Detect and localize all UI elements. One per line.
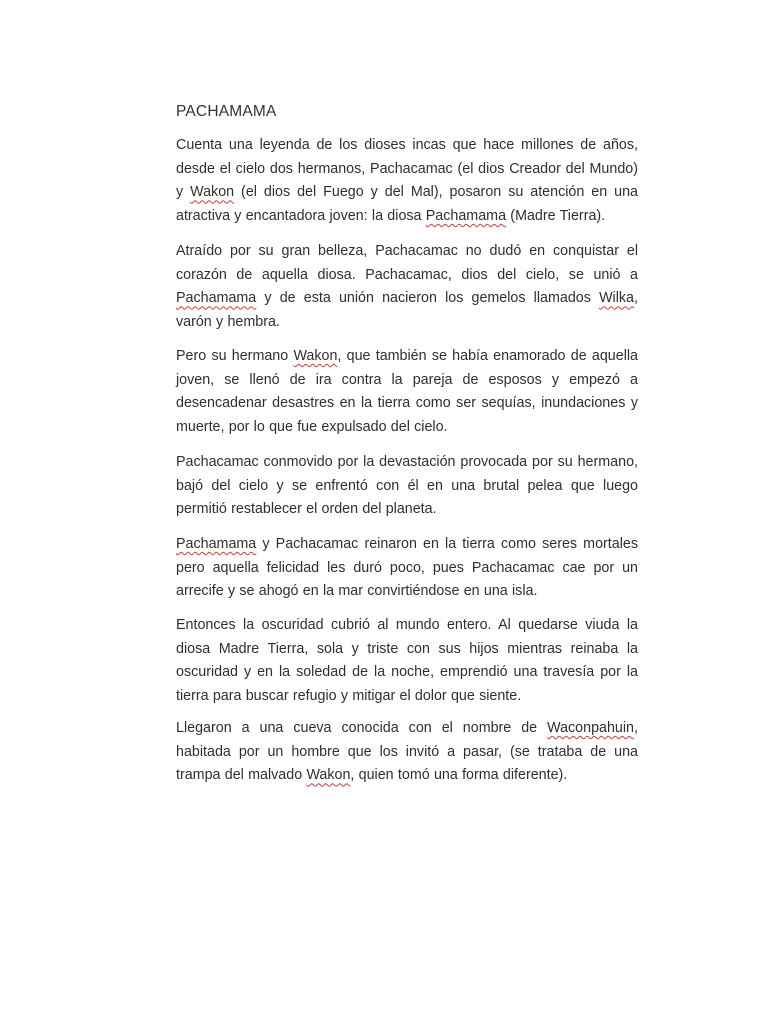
text-run: , que también se había enamorado de aquella joven, se llenó de ira contra la pareja de esposos y empezó a desencadenar desastres en la tierra como ser sequías, inundaciones y muerte, por lo que fue expulsado del cielo.: [176, 348, 639, 436]
misspelled-word: Wakon: [306, 767, 351, 784]
document-title: PACHAMAMA: [176, 103, 277, 120]
text-run: (el dios del Fuego y del Mal), posaron su atención en una atractiva y encantadora joven: la diosa: [176, 184, 639, 225]
misspelled-word: Pachamama: [425, 208, 507, 225]
text-run: Entonces la oscuridad cubrió al mundo entero. Al quedarse viuda la diosa Madre Tierra, sola y triste con sus hijos mientras reinaba la oscuridad y en la soledad de la noche, emprendió una travesía por la tierra para buscar refugio y mitigar el dolor que siente.: [176, 617, 638, 705]
paragraph-1: [176, 134, 638, 229]
paragraph-3: [176, 345, 638, 440]
misspelled-word: Pachamama: [176, 536, 257, 552]
text-run: Pero su hermano: [176, 348, 294, 364]
paragraph-6: [176, 614, 638, 709]
misspelled-word: Pachamama: [176, 290, 257, 307]
text-run: , quien tomó una forma diferente).: [350, 767, 568, 784]
text-run: Llegaron a una cueva conocida con el nombre de: [176, 720, 548, 736]
paragraph-4: [176, 451, 638, 522]
paragraph-7: [176, 717, 638, 788]
misspelled-word: Wakon: [293, 348, 338, 364]
text-run: y de esta unión nacieron los gemelos llamados: [256, 290, 600, 307]
misspelled-word: Wilka: [599, 290, 635, 307]
text-run: , varón y hembra.: [176, 290, 638, 331]
text-run: (Madre Tierra).: [506, 208, 606, 225]
text-run: , habitada por un hombre que los invitó a pasar, (se trataba de una trampa del malvado: [176, 720, 638, 784]
paragraph-5: [176, 533, 638, 604]
text-run: y Pachacamac reinaron en la tierra como seres mortales pero aquella felicidad les duró poco, pues Pachacamac cae por un arrecife y se ahogó en la mar convirtiéndose en una isla.: [176, 536, 638, 600]
text-run: Atraído por su gran belleza, Pachacamac no dudó en conquistar el corazón de aquella diosa. Pachacamac, dios del cielo, se unió a: [176, 243, 638, 283]
text-run: Pachacamac conmovido por la devastación provocada por su hermano, bajó del cielo y se enfrentó con él en una brutal pelea que luego permitió restablecer el orden del planeta.: [176, 454, 638, 518]
text-run: Cuenta una leyenda de los dioses incas que hace millones de años, desde el cielo dos hermanos, Pachacamac (el dios Creador del Mundo) y: [176, 137, 638, 201]
misspelled-word: Waconpahuin: [547, 720, 635, 736]
misspelled-word: Wakon: [190, 184, 235, 201]
paragraph-2: [176, 240, 638, 335]
